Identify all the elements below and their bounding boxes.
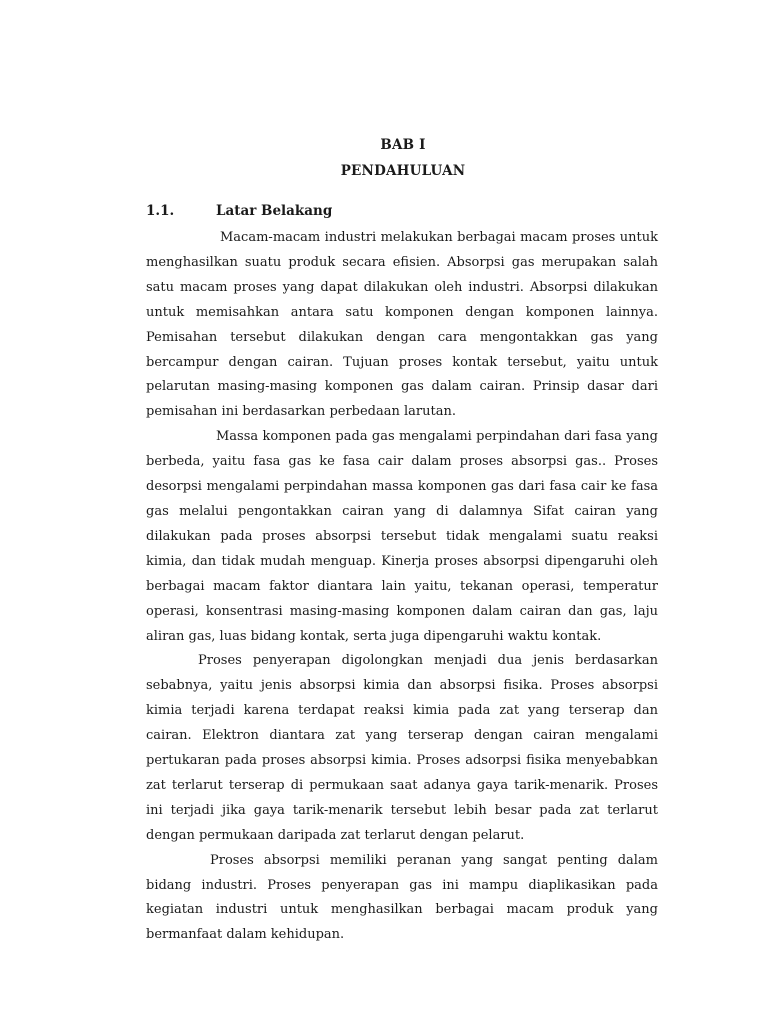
paragraph-4: Proses absorpsi memiliki peranan yang sangat penting dalam bidang industri. Proses penyerapan gas ini mampu diaplikasikan pada kegiatan industri untuk menghasilkan berbagai macam produk yang bermanfaat dalam kehidupan.: [146, 852, 658, 943]
paragraph-2: Massa komponen pada gas mengalami perpindahan dari fasa yang berbeda, yaitu fasa gas ke fasa cair dalam proses absorpsi gas.. Proses desorpsi mengalami perpindahan massa komponen gas dari fasa cair ke fasa gas melalui pengontakkan cairan yang di dalamnya Sifat cairan yang dilakukan pada proses absorpsi tersebut tidak mengalami suatu reaksi kimia, dan tidak mudah menguap. Kinerja proses absorpsi dipengaruhi oleh berbagai macam faktor diantara lain yaitu, tekanan operasi, temperatur operasi, konsentrasi masing-masing komponen dalam cairan dan gas, laju aliran gas, luas bidang kontak, serta juga dipengaruhi waktu kontak.: [146, 429, 658, 644]
paragraph-3: Proses penyerapan digolongkan menjadi dua jenis berdasarkan sebabnya, yaitu jenis absorpsi kimia dan absorpsi fisika. Proses absorpsi kimia terjadi karena terdapat reaksi kimia pada zat yang terserap dan cairan. Elektron diantara zat yang terserap dengan cairan mengalami pertukaran pada proses absorpsi kimia. Proses adsorpsi fisika menyebabkan zat terlarut terserap di permukaan saat adanya gaya tarik-menarik. Proses ini terjadi jika gaya tarik-menarik tersebut lebih besar pada zat terlarut dengan permukaan daripada zat terlarut dengan pelarut.: [146, 653, 658, 843]
chapter-title: PENDAHULUAN: [340, 163, 466, 179]
chapter-number: BAB I: [380, 137, 426, 153]
section-title: Latar Belakang: [216, 203, 333, 219]
section-number: 1.1.: [146, 203, 175, 219]
body-text: [146, 226, 658, 948]
paragraph-1: Macam-macam industri melakukan berbagai macam proses untuk menghasilkan suatu produk secara efisien. Absorpsi gas merupakan salah satu macam proses yang dapat dilakukan oleh industri. Absorpsi dilakukan untuk memisahkan antara satu komponen dengan komponen lainnya. Pemisahan tersebut dilakukan dengan cara mengontakkan gas yang bercampur dengan cairan. Tujuan proses kontak tersebut, yaitu untuk pelarutan masing-masing komponen gas dalam cairan. Prinsip dasar dari pemisahan ini berdasarkan perbedaan larutan.: [146, 230, 658, 420]
section-heading: [146, 203, 332, 219]
